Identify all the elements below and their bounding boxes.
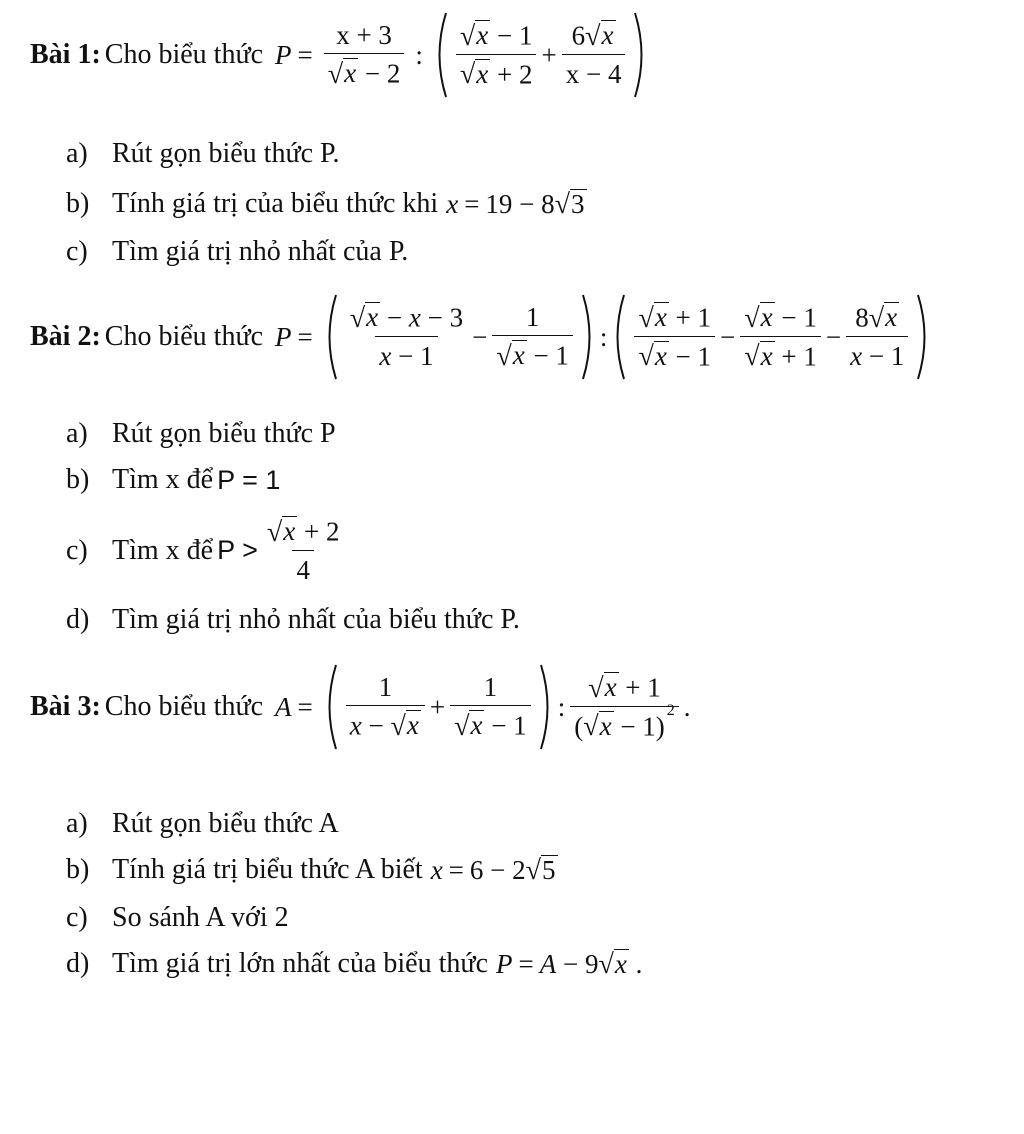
formula-3d: P = A − 9 √ x . bbox=[496, 948, 643, 981]
exercise-1-heading: Bài 1: bbox=[30, 39, 101, 70]
right-paren bbox=[580, 292, 598, 382]
formula-3b: x = 6 − 2 √ 5 bbox=[430, 854, 556, 887]
part-label: c) bbox=[66, 534, 88, 566]
formula-1b: x = 19 − 8 √ 3 bbox=[446, 188, 585, 221]
exercise-3-heading: Bài 3: bbox=[30, 691, 101, 722]
part-label: a) bbox=[66, 138, 88, 169]
part-text: Tìm giá trị nhỏ nhất của P. bbox=[112, 236, 409, 267]
part-text: Rút gọn biểu thức P bbox=[112, 418, 336, 449]
formula-2: P = √ x − x − 3 x − 1 − 1 √ x − 1 : √ x + 1 √ x − 1 − √ x − 1 √ x + 1 − 8 √ x x − 1 bbox=[275, 292, 935, 382]
exercise-1-header bbox=[30, 10, 652, 100]
exercise-3-intro: Cho biểu thức bbox=[104, 691, 264, 722]
exercise-2-part-a bbox=[66, 418, 336, 450]
right-paren bbox=[538, 662, 556, 752]
exercise-2-intro: Cho biểu thức bbox=[104, 321, 264, 352]
exercise-1-part-c bbox=[66, 236, 408, 268]
left-paren bbox=[321, 292, 339, 382]
part-text: Tính giá trị biểu thức A biết bbox=[112, 854, 423, 885]
part-label: a) bbox=[66, 808, 88, 839]
part-text: Tìm x để bbox=[112, 464, 214, 495]
part-label: b) bbox=[66, 854, 90, 885]
part-label: d) bbox=[66, 604, 90, 635]
part-label: b) bbox=[66, 464, 90, 495]
exercise-3-part-d bbox=[66, 948, 642, 980]
right-paren bbox=[915, 292, 933, 382]
part-text: So sánh A với 2 bbox=[112, 902, 289, 933]
exercise-2-part-d bbox=[66, 604, 520, 636]
part-label: c) bbox=[66, 236, 88, 267]
exercise-3-part-a bbox=[66, 808, 339, 840]
left-paren bbox=[609, 292, 627, 382]
part-text: Rút gọn biểu thức P. bbox=[112, 138, 340, 169]
exercise-1-part-b bbox=[66, 188, 587, 220]
formula-2c: P > √ x + 2 4 bbox=[217, 516, 340, 585]
part-text: Tìm giá trị nhỏ nhất của biểu thức P. bbox=[112, 604, 520, 635]
part-text: Tìm giá trị lớn nhất của biểu thức bbox=[112, 948, 488, 979]
formula-1: P = x + 3 √ x − 2 : √ x − 1 √ x + 2 + 6 √ x x − 4 bbox=[275, 10, 652, 100]
part-label: d) bbox=[66, 948, 90, 979]
right-paren bbox=[632, 10, 650, 100]
part-label: b) bbox=[66, 188, 90, 219]
part-text: Tìm x để bbox=[112, 534, 214, 566]
exercise-3-header bbox=[30, 662, 691, 752]
exercise-3-part-b bbox=[66, 854, 558, 886]
exercise-2-header bbox=[30, 292, 935, 382]
part-label: c) bbox=[66, 902, 88, 933]
left-paren bbox=[431, 10, 449, 100]
formula-2b: P = 1 bbox=[217, 464, 281, 495]
exercise-1-part-a bbox=[66, 138, 340, 170]
formula-3: A = 1 x − √ x + 1 √ x − 1 : √ x + 1 ( √ x − 1)$^2$ . bbox=[275, 662, 690, 752]
part-text: Tính giá trị của biểu thức khi bbox=[112, 188, 439, 219]
exercise-2-part-c bbox=[66, 516, 348, 586]
left-paren bbox=[321, 662, 339, 752]
exercise-2-part-b bbox=[66, 464, 280, 496]
part-label: a) bbox=[66, 418, 88, 449]
exercise-1-intro: Cho biểu thức bbox=[104, 39, 264, 70]
exercise-3-part-c bbox=[66, 902, 289, 934]
exercise-2-heading: Bài 2: bbox=[30, 321, 101, 352]
part-text: Rút gọn biểu thức A bbox=[112, 808, 339, 839]
